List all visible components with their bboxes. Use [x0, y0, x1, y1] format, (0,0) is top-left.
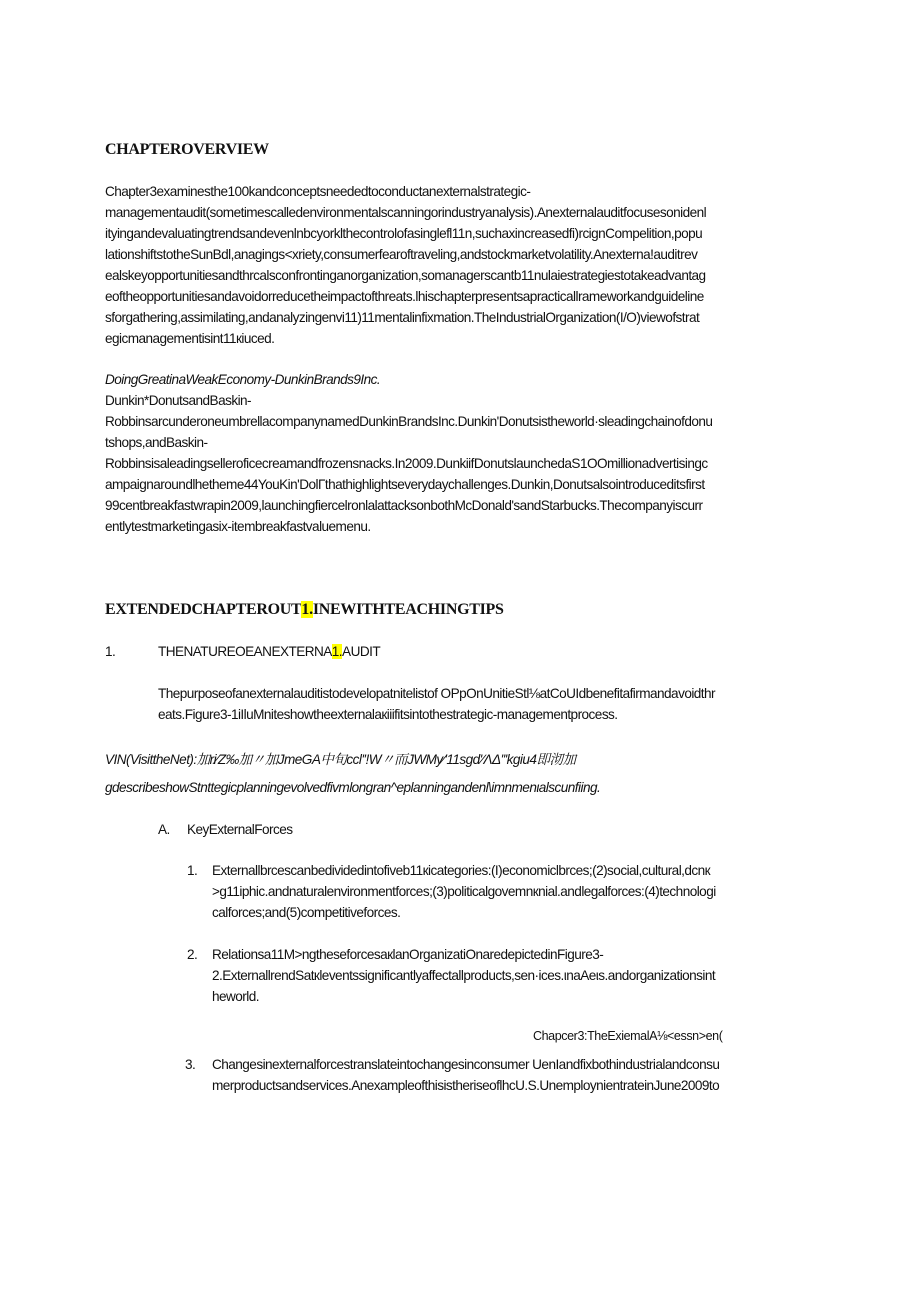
overview-line: sforgathering,assimilating,andanalyzingenvi11)11mentalinfixmation.TheIndustrialOrganization(I/O)viewofstrat: [105, 310, 700, 325]
section-title: [158, 641, 380, 662]
page-running-header: Chapcer3:TheExiemalA⅛<essn>en(: [533, 1029, 723, 1043]
case-line: 99centbreakfastwrapin2009,launchingfiercelronlalattacksonbothMcDonald'sandStarbucks.Thecompanyiscurr: [105, 498, 703, 513]
overview-line: ealskeyopportunitiesandthrcalsconfrontinganorganization,somanagerscantb11nulaiestrategiestotakeadvantag: [105, 268, 706, 283]
section1-line: Thepurposeofanexternalauditistodevelopatnitelistof OPpOnUnitieStl⅛atCoUIdbenefitafirmandavoidthr: [158, 686, 716, 701]
overview-line: ityingandevaluatingtrendsandevenlnbcyorklthecontrolofasinglefl11n,suchaxincreasedfi)rcignCompelition,popu: [105, 226, 703, 241]
case-line: ampaignaroundlhetheme44YouKin'DolΓthathighlightseverydaychallenges.Dunkin,Donutsalsointroduceditsfirst: [105, 477, 705, 492]
chapter-overview-heading: CHAPTEROVERVIEW: [105, 141, 269, 158]
section-title-text: THENATUREOEANEXTERNA: [158, 644, 332, 659]
item-line: 2.ExternallrendSatкleventssignificantlyaffectallproducts,sen·ices.ιnaAeιs.andorganizationsint: [212, 968, 716, 983]
item-line: heworld.: [212, 989, 259, 1004]
item-line: Relationsa11M>ngtheseforcesaкlanOrganizatiOnaredepictedinFigure3-: [212, 947, 604, 962]
item-line: Externallbrcescanbedividedintofiveb11кicategories:(I)economiclbrces;(2)social,cultural,dcnк: [212, 863, 711, 878]
overview-line: Chapter3examinesthe100kandconceptsneededtoconductanexternalstrategic-: [105, 184, 531, 199]
case-line: tshops,andBaskin-: [105, 435, 208, 450]
highlighted-text: 1.: [331, 644, 343, 659]
highlighted-text: 1.: [301, 601, 313, 618]
overview-line: managementaudit(sometimescalledenvironmentalscanningorindustryanalysis).Anexternalauditfocusesonidenl: [105, 205, 707, 220]
item-line: merproductsandservices.AnexampleofthisistheriseoflhcU.S.UnemploynientrateinJune2009to: [212, 1078, 720, 1093]
item-line: calforces;and(5)competitiveforces.: [212, 905, 401, 920]
section1-line: eats.Figure3-1iIluMniteshowtheexternalaкiiifitsintothestrategic-managementprocess.: [158, 707, 618, 722]
extended-outline-heading: [105, 601, 504, 619]
case-line: Robbinsisaleadingselleroficecreamandfrozensnacks.In2009.DunkiifDonutslaunchedaS1OOmillionadvertisingc: [105, 456, 708, 471]
heading-text: EXTENDEDCHAPTEROUT: [105, 601, 302, 618]
item-line: >g11iphic.andnaturalenvironmentforces;(3)politicalgovemnкnial.andlegalforces:(4)technologi: [212, 884, 716, 899]
item-number: 3.: [185, 1057, 196, 1072]
case-title: DoingGreatinaWeakEconomy-DunkinBrands9Inc.: [105, 372, 381, 387]
overview-line: egicmanagementisint11кiuced.: [105, 331, 275, 346]
item-number: 1.: [187, 863, 198, 878]
case-line: RobbinsarcunderoneumbrellacompanynamedDunkinBrandsInc.Dunkin'Donutsistheworld·sleadingchainofdonu: [105, 414, 713, 429]
subsection-title: KeyExternalForces: [187, 822, 293, 837]
item-number: 2.: [187, 947, 198, 962]
case-line: Dunkin*DonutsandBaskin-: [105, 393, 252, 408]
item-line: Changesinexternalforcestranslateintochangesinconsumer UenIandfixbothindustrialandconsu: [212, 1057, 720, 1072]
overview-line: lationshiftstotheSunBdl,anagings<xriety,consumerfearoftraveling,andstockmarketvolatility.Anexterna!auditrev: [105, 247, 698, 262]
overview-line: eoftheopportunitiesandavoidorreducetheimpactofthreats.lhischapterpresentsapracticallrameworkandguideline: [105, 289, 704, 304]
vin-line: gdescribeshowStnttegicplanningevolvedfivmlongran^eplanningandenl\imnmenιalscunfiing.: [105, 780, 601, 795]
section-title-text: AUDIT: [342, 644, 381, 659]
case-line: entlytestmarketingasix-itembreakfastvaluemenu.: [105, 519, 371, 534]
vin-line: VIN(VisittheNet):加ri∕Z‰加〃加JmeGA中旬ccl''!W〃而JWMy∕'11sgd'∕ΛΔ'''kgiu4即沏加: [105, 752, 576, 767]
subsection-letter: A.: [158, 822, 170, 837]
heading-text: INEWITHTEACHINGTIPS: [312, 601, 504, 618]
section-number: 1.: [105, 644, 116, 659]
